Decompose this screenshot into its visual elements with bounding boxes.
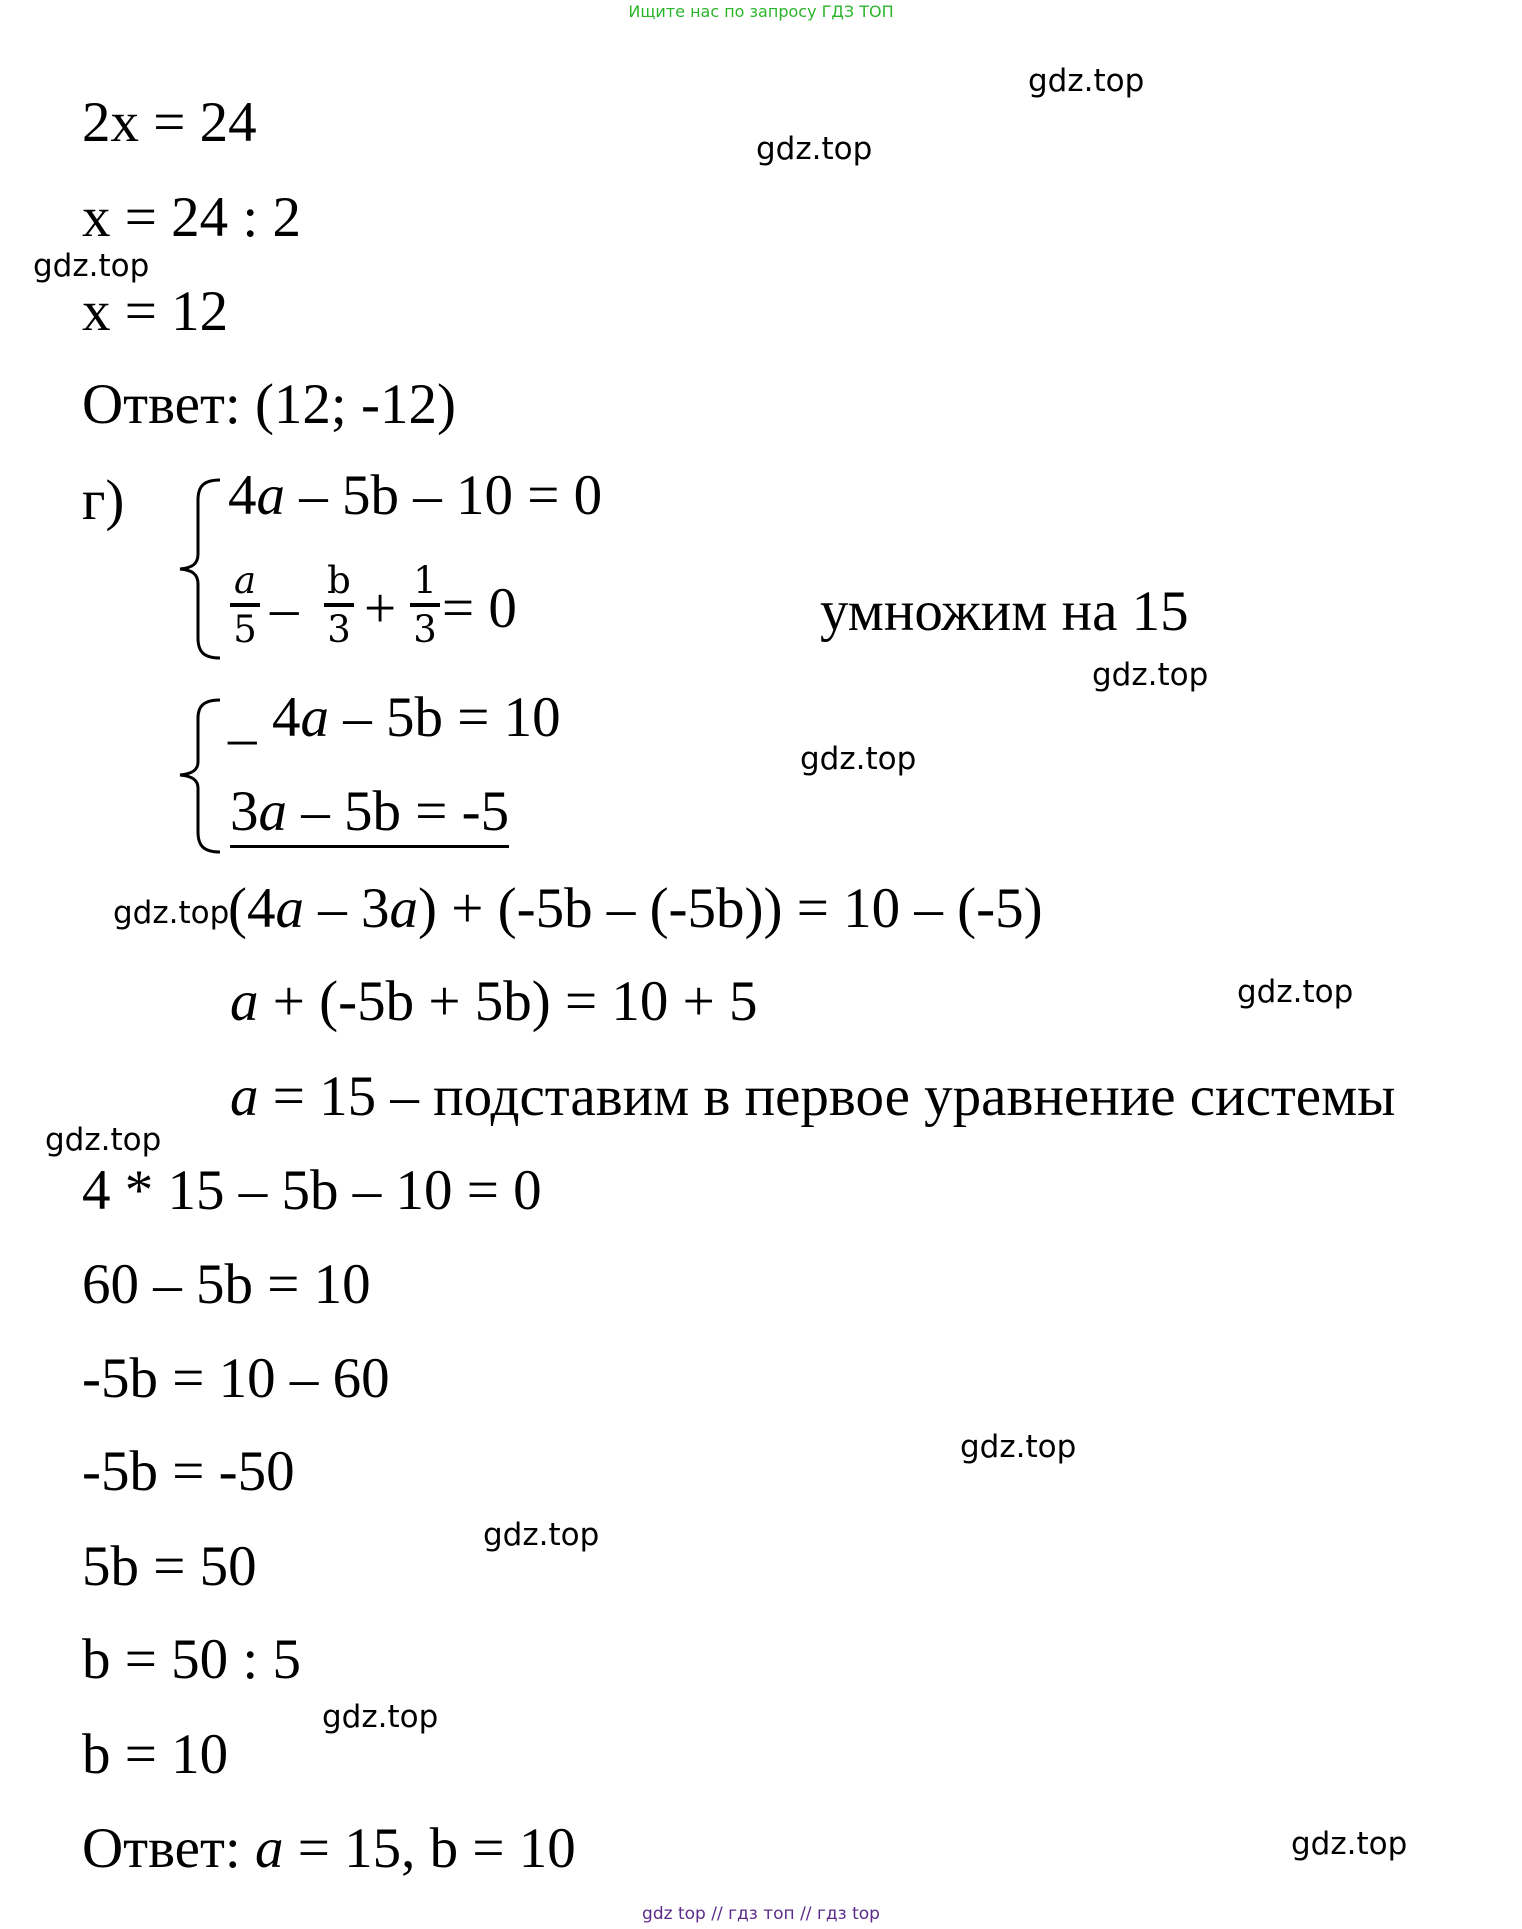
equation-line: 60 – 5b = 10	[82, 1253, 371, 1316]
equation-line: -5b = 10 – 60	[82, 1347, 390, 1410]
fraction-b-over-3: b 3	[324, 562, 354, 648]
footer-link[interactable]: gdz top	[642, 1904, 706, 1924]
footer-links	[0, 1904, 1522, 1924]
equation-line: x = 24 : 2	[82, 186, 301, 249]
system1-equation1: 4a – 5b – 10 = 0	[228, 464, 603, 527]
answer-line: Ответ: (12; -12)	[82, 373, 456, 436]
multiply-note: умножим на 15	[820, 580, 1189, 643]
footer-link[interactable]: гдз top	[816, 1904, 880, 1924]
watermark: gdz.top	[483, 1517, 600, 1553]
footer-link[interactable]: гдз топ	[728, 1904, 795, 1924]
watermark: gdz.top	[1028, 63, 1145, 99]
plus-operator: +	[364, 577, 397, 640]
subtract-sign: _	[228, 687, 257, 750]
footer-separator: //	[800, 1904, 812, 1924]
equation-line: -5b = -50	[82, 1440, 295, 1503]
watermark: gdz.top	[322, 1699, 439, 1735]
item-label: г)	[82, 469, 125, 532]
equation-line: b = 10	[82, 1723, 229, 1786]
equation-line: 2x = 24	[82, 91, 257, 154]
system2-equation2: 3a – 5b = -5	[230, 783, 509, 840]
fraction-a-over-5: a 5	[230, 562, 260, 648]
watermark: gdz.top	[1291, 1826, 1408, 1862]
subtraction-step: (4a – 3a) + (-5b – (-5b)) = 10 – (-5)	[228, 877, 1043, 940]
equation-line: b = 50 : 5	[82, 1628, 301, 1691]
watermark: gdz.top	[1092, 657, 1209, 693]
system-brace	[176, 476, 226, 662]
watermark: gdz.top	[756, 131, 873, 167]
watermark: gdz.top	[33, 248, 150, 284]
equation-line: x = 12	[82, 280, 229, 343]
equation-line: 5b = 50	[82, 1535, 257, 1598]
system2-equation1: 4a – 5b = 10	[272, 686, 561, 749]
watermark: gdz.top	[800, 741, 917, 777]
equals-zero: = 0	[442, 577, 517, 640]
final-answer: Ответ: a = 15, b = 10	[82, 1817, 576, 1880]
a-result-step: a = 15 – подставим в первое уравнение системы	[230, 1065, 1396, 1128]
footer-separator: //	[711, 1904, 723, 1924]
watermark: gdz.top	[1237, 974, 1354, 1010]
watermark: gdz.top	[960, 1429, 1077, 1465]
simplify-step: a + (-5b + 5b) = 10 + 5	[230, 970, 758, 1033]
top-banner[interactable]: Ищите нас по запросу ГДЗ ТОП	[628, 2, 894, 21]
watermark: gdz.top	[113, 895, 230, 931]
minus-operator: –	[270, 577, 299, 640]
equation-line: 4 * 15 – 5b – 10 = 0	[82, 1159, 542, 1222]
fraction-1-over-3: 1 3	[410, 562, 440, 648]
watermark: gdz.top	[45, 1122, 162, 1158]
system-brace	[176, 696, 226, 856]
